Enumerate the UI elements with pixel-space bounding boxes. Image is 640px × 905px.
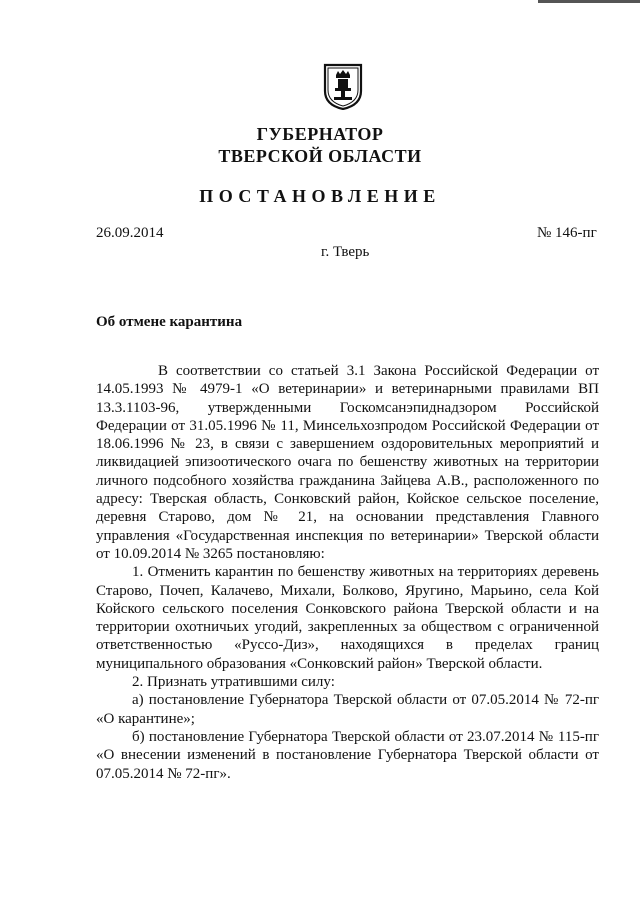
document-date: 26.09.2014 [96, 225, 164, 241]
document-body [96, 362, 599, 783]
preamble-paragraph: В соответствии со статьей 3.1 Закона Российской Федерации от 14.05.1993 № 4979-1 «О ветеринарии» и ветеринарными правилами ВП 13.3.1103-96, утвержденными Госкомсанэпиднадзором Российской Федерации от 31.05.1996 № 11, Минсельхозпродом Российской Федерации от 18.06.1996 № 23, в связи с завершением оздоровительных мероприятий и ликвидацией эпизоотического очага по бешенству животных на территории личного подсобного хозяйства гражданина Зайцева А.В., расположенного по адресу: Тверская область, Сонковский район, Койское сельское поселение, деревня Старово, дом № 21, на основании представления Главного управления «Государственная инспекция по ветеринарии» Тверской области от 10.09.2014 № 3265 постановляю: [96, 363, 599, 562]
item-2-paragraph: 2. Признать утратившими силу: [132, 674, 335, 691]
document-subject: Об отмене карантина [96, 314, 243, 330]
item-2a-paragraph: а) постановление Губернатора Тверской области от 07.05.2014 № 72-пг «О карантине»; [96, 692, 599, 727]
document-type-title: ПОСТАНОВЛЕНИЕ [199, 186, 441, 206]
item-2b-paragraph: б) постановление Губернатора Тверской области от 23.07.2014 № 115-пг «О внесении изменений в постановление Губернатора Тверской области от 07.05.2014 № 72-пг». [96, 728, 599, 782]
coat-of-arms-emblem [323, 63, 363, 110]
document-number: № 146-пг [537, 225, 597, 241]
authority-region: ТВЕРСКОЙ ОБЛАСТИ [218, 146, 422, 166]
item-1-paragraph: 1. Отменить карантин по бешенству животных на территориях деревень Старово, Почеп, Калачево, Михали, Болково, Яругино, Марьино, села Кой Койского сельского поселения Сонковского района Тверской области и на территории охотничьих угодий, закрепленных за обществом с ограниченной ответственностью «Руссо-Диз», находящихся в пределах границ муниципального образования «Сонковский район» Тверской области. [96, 564, 599, 672]
scan-edge-mark [538, 0, 640, 3]
authority-title: ГУБЕРНАТОР [256, 124, 384, 144]
document-city: г. Тверь [321, 244, 370, 260]
